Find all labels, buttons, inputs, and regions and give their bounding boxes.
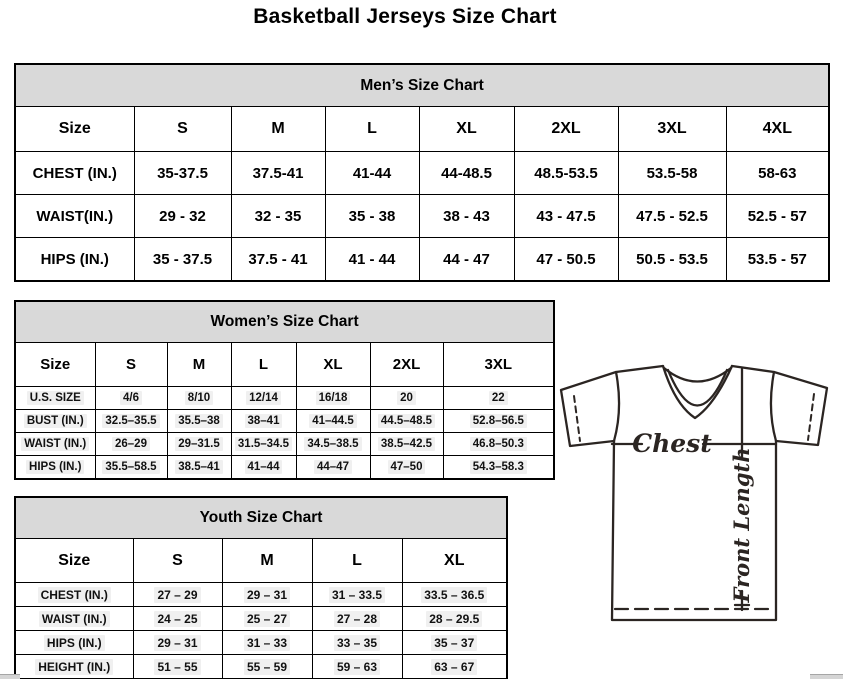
size-value: 46.8–50.3 [443, 433, 554, 456]
col-header: M [222, 539, 312, 583]
col-header: 3XL [443, 343, 554, 387]
table-row [15, 655, 507, 679]
size-value: 38.5–41 [167, 456, 231, 480]
size-value: 35-37.5 [134, 152, 231, 195]
row-label: HIPS (IN.) [15, 456, 95, 480]
size-value: 25 – 27 [222, 607, 312, 631]
size-value: 29 – 31 [222, 583, 312, 607]
jersey-right-armhole-seam [771, 372, 776, 441]
row-label: CHEST (IN.) [15, 152, 134, 195]
size-value: 44-48.5 [419, 152, 514, 195]
row-label: BUST (IN.) [15, 410, 95, 433]
size-value: 50.5 - 53.5 [618, 238, 726, 282]
table-row [15, 152, 829, 195]
col-header: 2XL [514, 107, 618, 152]
chest-label: Chest [632, 429, 712, 458]
womens-chart-title: Women’s Size Chart [15, 301, 554, 343]
size-value: 27 – 28 [312, 607, 402, 631]
table-row [15, 195, 829, 238]
size-value: 26–29 [95, 433, 167, 456]
row-label: WAIST (IN.) [15, 607, 133, 631]
table-row [15, 631, 507, 655]
size-value: 38–41 [231, 410, 296, 433]
size-value: 51 – 55 [133, 655, 222, 679]
size-value: 47–50 [370, 456, 443, 480]
row-label: U.S. SIZE [15, 387, 95, 410]
jersey-measurement-diagram [552, 353, 840, 645]
size-value: 35 - 37.5 [134, 238, 231, 282]
col-header: XL [296, 343, 370, 387]
col-header: L [325, 107, 419, 152]
size-value: 35.5–58.5 [95, 456, 167, 480]
size-value: 54.3–58.3 [443, 456, 554, 480]
size-value: 58-63 [726, 152, 829, 195]
jersey-right-cuff-stitch [808, 394, 814, 440]
size-value: 55 – 59 [222, 655, 312, 679]
size-value: 34.5–38.5 [296, 433, 370, 456]
size-value: 33.5 – 36.5 [402, 583, 507, 607]
size-value: 59 – 63 [312, 655, 402, 679]
size-value: 63 – 67 [402, 655, 507, 679]
size-value: 53.5-58 [618, 152, 726, 195]
table-row [15, 433, 554, 456]
size-value: 31 – 33.5 [312, 583, 402, 607]
size-value: 52.8–56.5 [443, 410, 554, 433]
col-header: 4XL [726, 107, 829, 152]
row-label: WAIST (IN.) [15, 433, 95, 456]
size-value: 12/14 [231, 387, 296, 410]
col-header: L [231, 343, 296, 387]
jersey-left-cuff-stitch [574, 396, 580, 441]
jersey-collar-back-arc [664, 368, 731, 382]
row-label: HIPS (IN.) [15, 238, 134, 282]
size-value: 24 – 25 [133, 607, 222, 631]
size-value: 41 - 44 [325, 238, 419, 282]
size-value: 44–47 [296, 456, 370, 480]
page-title: Basketball Jerseys Size Chart [253, 5, 557, 28]
size-value: 53.5 - 57 [726, 238, 829, 282]
size-value: 41-44 [325, 152, 419, 195]
bottom-left-scrollbar-fragment[interactable] [0, 674, 20, 679]
size-value: 27 – 29 [133, 583, 222, 607]
col-header: L [312, 539, 402, 583]
table-row [15, 456, 554, 480]
table-row [15, 387, 554, 410]
size-value: 47.5 - 52.5 [618, 195, 726, 238]
col-header: XL [419, 107, 514, 152]
size-value: 32.5–35.5 [95, 410, 167, 433]
col-header: S [133, 539, 222, 583]
col-header: S [95, 343, 167, 387]
col-header: XL [402, 539, 507, 583]
mens-chart-title: Men’s Size Chart [15, 64, 829, 107]
size-value: 35 - 38 [325, 195, 419, 238]
size-value: 4/6 [95, 387, 167, 410]
size-value: 52.5 - 57 [726, 195, 829, 238]
row-label: CHEST (IN.) [15, 583, 133, 607]
size-value: 29 - 32 [134, 195, 231, 238]
size-value: 44.5–48.5 [370, 410, 443, 433]
col-header: M [231, 107, 325, 152]
size-value: 28 – 29.5 [402, 607, 507, 631]
size-value: 38 - 43 [419, 195, 514, 238]
row-label: HIPS (IN.) [15, 631, 133, 655]
youth-chart-title: Youth Size Chart [15, 497, 507, 539]
jersey-left-armhole-seam [614, 372, 619, 441]
youth-size-table [14, 496, 508, 679]
bottom-right-scrollbar-fragment[interactable] [810, 674, 843, 679]
size-value: 48.5-53.5 [514, 152, 618, 195]
col-header: Size [15, 539, 133, 583]
size-value: 16/18 [296, 387, 370, 410]
col-header: Size [15, 107, 134, 152]
size-value: 37.5-41 [231, 152, 325, 195]
size-value: 22 [443, 387, 554, 410]
size-value: 33 – 35 [312, 631, 402, 655]
size-value: 41–44 [231, 456, 296, 480]
table-row [15, 410, 554, 433]
womens-size-table [14, 300, 555, 480]
size-value: 35.5–38 [167, 410, 231, 433]
size-value: 35 – 37 [402, 631, 507, 655]
size-value: 31 – 33 [222, 631, 312, 655]
col-header: S [134, 107, 231, 152]
size-value: 32 - 35 [231, 195, 325, 238]
col-header: Size [15, 343, 95, 387]
table-row [15, 607, 507, 631]
front-length-label: Front Length [729, 447, 754, 603]
size-value: 43 - 47.5 [514, 195, 618, 238]
mens-size-table [14, 63, 830, 282]
size-value: 38.5–42.5 [370, 433, 443, 456]
size-value: 29–31.5 [167, 433, 231, 456]
row-label: HEIGHT (IN.) [15, 655, 133, 679]
table-row [15, 238, 829, 282]
size-value: 47 - 50.5 [514, 238, 618, 282]
table-row [15, 583, 507, 607]
row-label: WAIST(IN.) [15, 195, 134, 238]
size-value: 31.5–34.5 [231, 433, 296, 456]
col-header: M [167, 343, 231, 387]
size-value: 41–44.5 [296, 410, 370, 433]
size-value: 20 [370, 387, 443, 410]
col-header: 3XL [618, 107, 726, 152]
size-value: 37.5 - 41 [231, 238, 325, 282]
size-value: 29 – 31 [133, 631, 222, 655]
col-header: 2XL [370, 343, 443, 387]
size-value: 44 - 47 [419, 238, 514, 282]
size-value: 8/10 [167, 387, 231, 410]
